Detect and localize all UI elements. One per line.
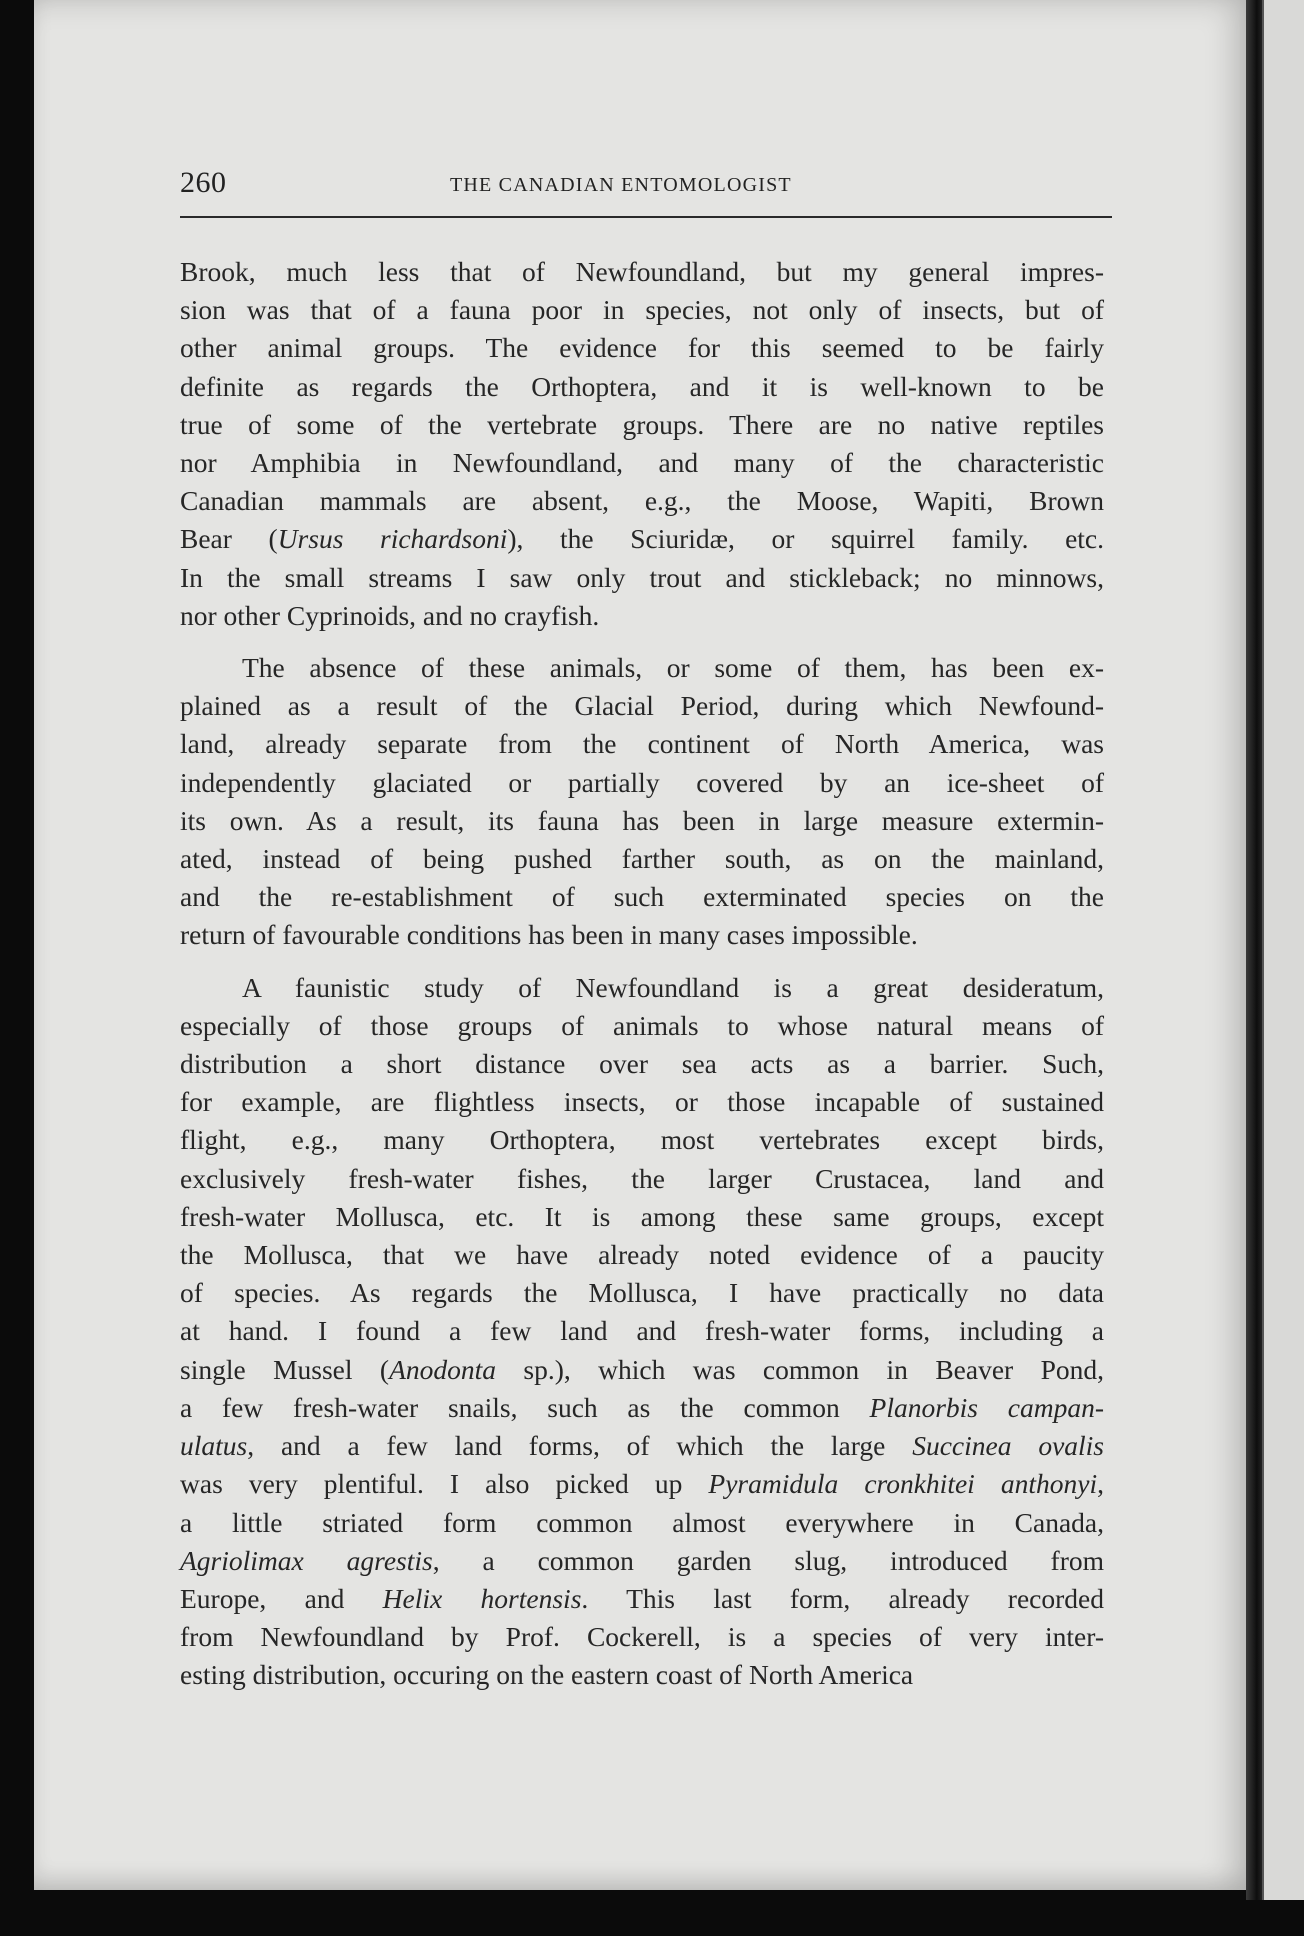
- text-line: return of favourable conditions has been in many cases impossible.: [180, 919, 918, 951]
- text-line: and the re-establishment of such exterminated species on the: [180, 881, 1104, 913]
- text-line: the Mollusca, that we have already noted evidence of a paucity: [180, 1239, 1104, 1271]
- species-name: Helix hortensis: [382, 1582, 582, 1614]
- text-line: land, already separate from the continent of North America, was: [180, 728, 1104, 760]
- text-line: independently glaciated or partially covered by an ice-sheet of: [180, 766, 1104, 798]
- text-line: was very plentiful. I also picked up Pyramidula cronkhitei anthonyi,: [180, 1468, 1104, 1500]
- text-line: fresh-water Mollusca, etc. It is among these same groups, except: [180, 1200, 1104, 1232]
- text-line: Agriolimax agrestis, a common garden slug, introduced from: [180, 1544, 1104, 1576]
- page-number: 260: [180, 166, 227, 199]
- text-line: sion was that of a fauna poor in species, not only of insects, but of: [180, 294, 1104, 326]
- body-text: [180, 253, 1104, 1695]
- text-line: ated, instead of being pushed farther south, as on the mainland,: [180, 843, 1104, 875]
- text-line: Brook, much less that of Newfoundland, but my general impres-: [180, 256, 1104, 287]
- paragraph: [180, 969, 1104, 1695]
- species-name: Ursus richardsoni: [277, 523, 508, 555]
- text-line: distribution a short distance over sea acts as a barrier. Such,: [180, 1048, 1104, 1080]
- text-line: exclusively fresh-water fishes, the larger Crustacea, land and: [180, 1162, 1104, 1194]
- text-line: a little striated form common almost everywhere in Canada,: [180, 1506, 1104, 1538]
- text-line: other animal groups. The evidence for this seemed to be fairly: [180, 332, 1104, 364]
- text-line: nor Amphibia in Newfoundland, and many of the characteristic: [180, 447, 1104, 479]
- text-line: from Newfoundland by Prof. Cockerell, is a species of very inter-: [180, 1621, 1104, 1653]
- text-line: especially of those groups of animals to whose natural means of: [180, 1009, 1104, 1041]
- text-line: at hand. I found a few land and fresh-water forms, including a: [180, 1315, 1104, 1347]
- text-line: The absence of these animals, or some of them, has been ex-: [242, 652, 1104, 684]
- text-line: its own. As a result, its fauna has been in large measure extermin-: [180, 804, 1104, 836]
- text-line: Bear (Ursus richardsoni), the Sciuridæ, or squirrel family. etc.: [180, 523, 1104, 555]
- text-line: Europe, and Helix hortensis. This last form, already recorded: [180, 1582, 1104, 1614]
- species-name: Succinea ovalis: [912, 1430, 1105, 1462]
- species-name: Pyramidula cronkhitei anthonyi: [708, 1468, 1098, 1500]
- text-line: single Mussel (Anodonta sp.), which was common in Beaver Pond,: [180, 1353, 1104, 1385]
- paragraph: [180, 253, 1104, 635]
- text-line: ulatus, and a few land forms, of which the large Succinea ovalis: [180, 1430, 1105, 1462]
- text-line: esting distribution, occuring on the eastern coast of North America: [180, 1659, 914, 1691]
- paragraph-gap: [180, 955, 1104, 969]
- text-line: In the small streams I saw only trout and stickleback; no minnows,: [180, 561, 1104, 593]
- text-line: A faunistic study of Newfoundland is a great desideratum,: [242, 971, 1104, 1003]
- text-line: a few fresh-water snails, such as the common Planorbis campan-: [180, 1391, 1104, 1423]
- species-name: ulatus: [180, 1430, 248, 1462]
- text-line: Canadian mammals are absent, e.g., the Moose, Wapiti, Brown: [180, 485, 1104, 517]
- paragraph-gap: [180, 635, 1104, 649]
- text-line: true of some of the vertebrate groups. There are no native reptiles: [180, 408, 1104, 440]
- species-name: Planorbis campan-: [869, 1391, 1104, 1423]
- page-header: [180, 160, 1112, 218]
- species-name: Agriolimax agrestis: [180, 1544, 433, 1576]
- paragraph: [180, 649, 1104, 955]
- running-title: THE CANADIAN ENTOMOLOGIST: [450, 174, 792, 196]
- text-line: plained as a result of the Glacial Period, during which Newfound-: [180, 690, 1104, 722]
- facing-page-edge: [1262, 0, 1304, 1900]
- text-line: for example, are flightless insects, or those incapable of sustained: [180, 1086, 1104, 1118]
- text-line: nor other Cyprinoids, and no crayfish.: [180, 599, 600, 631]
- text-line: of species. As regards the Mollusca, I have practically no data: [180, 1277, 1104, 1309]
- species-name: Anodonta: [389, 1353, 497, 1385]
- text-line: definite as regards the Orthoptera, and it is well-known to be: [180, 370, 1104, 402]
- text-line: flight, e.g., many Orthoptera, most vertebrates except birds,: [180, 1124, 1104, 1156]
